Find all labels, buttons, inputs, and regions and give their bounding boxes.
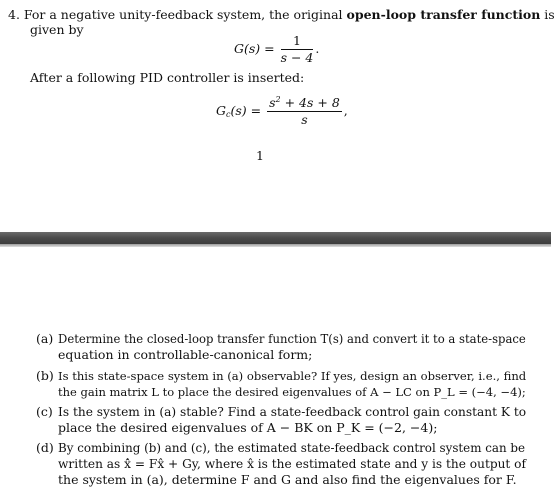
- part-d-line1: By combining (b) and (c), the estimated state-feedback control system can be: [58, 441, 526, 455]
- part-b-line2: the gain matrix L to place the desired eigenvalues of A − LC on P_L = (−4, −4);: [58, 385, 526, 399]
- controller-equation: [216, 96, 348, 127]
- plant-end: .: [315, 41, 320, 56]
- controller-lhs-sub: c: [226, 110, 231, 119]
- part-c-label: (c): [36, 404, 53, 419]
- part-d-label: (d): [36, 440, 54, 455]
- intro-line-2: given by: [30, 22, 84, 37]
- controller-numerator: [267, 96, 342, 112]
- controller-fraction: [267, 96, 342, 127]
- part-c: [36, 404, 526, 436]
- part-a-line1: Determine the closed-loop transfer function T(s) and convert it to a state-space: [58, 332, 526, 346]
- part-c-line1: Is the system in (a) stable? Find a state-feedback control gain constant K to: [58, 405, 527, 419]
- part-c-line2: place the desired eigenvalues of A − BK on P_K = (−2, −4);: [58, 420, 438, 435]
- part-b-label: (b): [36, 368, 54, 383]
- part-a-label: (a): [36, 331, 54, 346]
- intro-text-bold: open-loop transfer function: [346, 7, 541, 22]
- page-break-shadow: [0, 244, 551, 247]
- plant-equation: [234, 34, 319, 65]
- controller-end: ,: [343, 103, 348, 118]
- part-d: [36, 440, 526, 488]
- controller-lhs-g: G: [216, 103, 226, 118]
- problem-number: 4.: [8, 7, 20, 22]
- controller-lhs-rest: (s) =: [230, 103, 262, 118]
- plant-fraction: [281, 34, 314, 65]
- plant-lhs: G(s) =: [234, 41, 275, 56]
- controller-denominator: s: [301, 112, 308, 127]
- controller-num-b: + 4s + 8: [280, 95, 340, 110]
- controller-num-a: s: [269, 95, 276, 110]
- page-break-divider: [0, 232, 551, 244]
- part-a-line2: equation in controllable-canonical form;: [58, 347, 313, 362]
- page-number: 1: [256, 148, 264, 163]
- part-b-line1: Is this state-space system in (a) observable? If yes, design an observer, i.e., find: [58, 369, 527, 383]
- part-b: [36, 368, 526, 400]
- part-a: [36, 331, 526, 363]
- plant-numerator: 1: [281, 34, 314, 50]
- intro-text-pre: For a negative unity-feedback system, the original: [23, 7, 347, 22]
- part-d-line2: written as x̂̇ = Fx̂ + Gy, where x̂ is the estimated state and y is the output of: [58, 457, 527, 471]
- controller-num-exp: 2: [275, 95, 281, 104]
- intro-text-post: is: [540, 7, 555, 22]
- controller-intro: After a following PID controller is inserted:: [30, 70, 305, 85]
- problem-statement: [8, 7, 555, 23]
- part-d-line3: the system in (a), determine F and G and also find the eigenvalues for F.: [58, 472, 517, 487]
- plant-denominator: s − 4: [280, 50, 314, 65]
